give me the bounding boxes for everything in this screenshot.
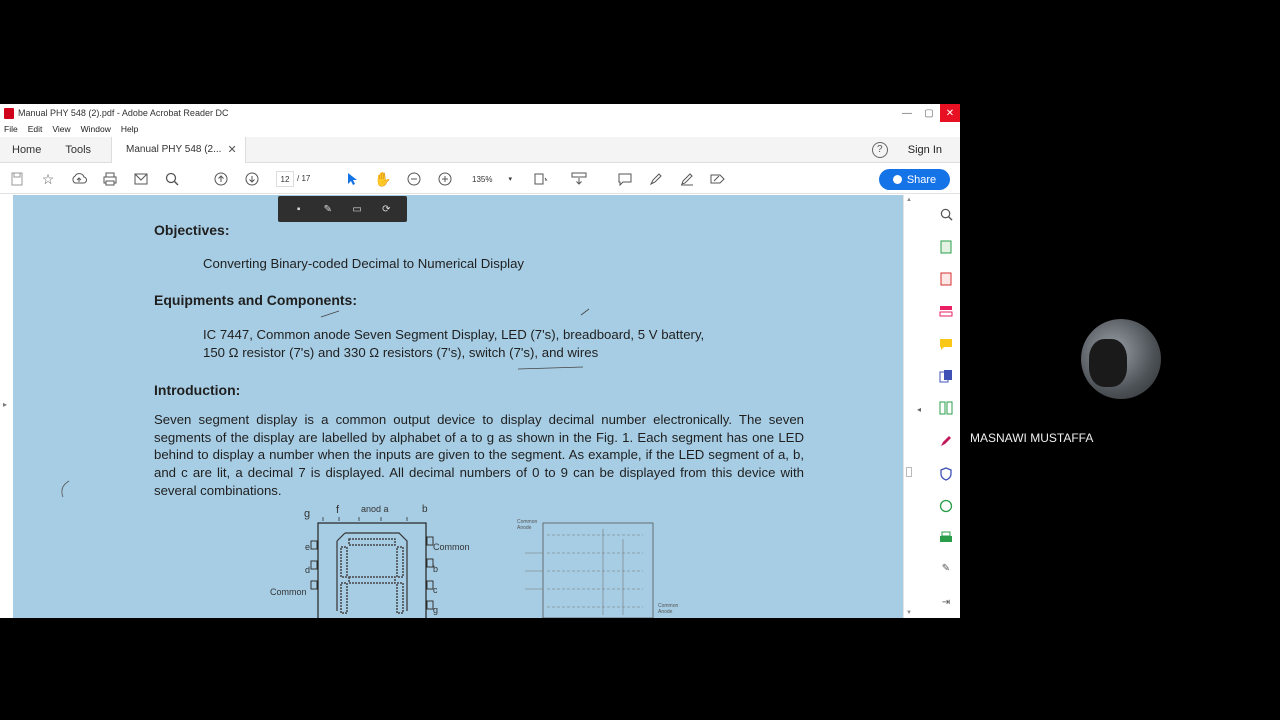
menu-bar xyxy=(0,122,960,136)
internal-schematic-diagram xyxy=(513,515,703,618)
fig-label-g-top: g xyxy=(304,508,311,520)
erase-icon[interactable]: ▭ xyxy=(352,203,362,215)
save-icon[interactable] xyxy=(8,170,26,188)
help-icon[interactable]: ? xyxy=(872,142,888,158)
menu-file[interactable]: File xyxy=(4,124,18,134)
print-icon[interactable] xyxy=(101,170,119,188)
pen-annotations xyxy=(313,305,613,375)
zoom-select[interactable] xyxy=(468,171,516,187)
menu-edit[interactable]: Edit xyxy=(27,124,43,134)
create-pdf-icon[interactable] xyxy=(937,270,955,288)
scroll-mode-icon[interactable] xyxy=(570,170,588,188)
maximize-button[interactable]: ▢ xyxy=(924,107,934,119)
fill-sign-icon[interactable] xyxy=(709,170,727,188)
collapse-tools-icon[interactable]: ⇥ xyxy=(941,596,951,608)
star-icon[interactable]: ☆ xyxy=(41,170,55,187)
fig-label-d: d xyxy=(305,565,311,575)
svg-text:Anode: Anode xyxy=(517,525,532,531)
chevron-down-icon: ▾ xyxy=(508,176,512,183)
left-panel-collapsed xyxy=(0,195,13,618)
equipment-heading: Equipments and Components: xyxy=(154,292,357,308)
page-number-input[interactable]: 12 xyxy=(276,171,294,187)
comment-tool-icon[interactable] xyxy=(937,335,955,353)
optimize-pdf-icon[interactable] xyxy=(937,497,955,515)
title-bar xyxy=(0,104,960,122)
svg-text:Common: Common xyxy=(658,603,679,609)
vertical-scrollbar[interactable] xyxy=(903,195,913,618)
fig-label-b-right: b xyxy=(433,564,439,574)
objectives-text: Converting Binary-coded Decimal to Numerical Display xyxy=(203,256,525,271)
comment-icon[interactable] xyxy=(616,170,634,188)
video-participant-tile xyxy=(960,268,1280,452)
sticky-note-icon[interactable]: ▪ xyxy=(296,203,301,215)
scrollbar-thumb[interactable] xyxy=(906,467,912,477)
select-cursor-icon[interactable] xyxy=(343,170,361,188)
share-label: Share xyxy=(906,173,937,186)
main-toolbar xyxy=(0,164,960,194)
acrobat-window xyxy=(0,104,960,618)
fig-label-g-right: g xyxy=(433,605,439,615)
minimize-button[interactable]: — xyxy=(902,107,912,119)
scroll-down-icon[interactable]: ▼ xyxy=(906,610,912,616)
equipment-line-1: IC 7447, Common anode Seven Segment Display, LED (7's), breadboard, 5 V battery, xyxy=(203,327,705,342)
next-page-icon[interactable] xyxy=(243,170,261,188)
zoom-in-icon[interactable] xyxy=(436,170,454,188)
menu-window[interactable]: Window xyxy=(80,124,111,134)
search-icon[interactable] xyxy=(163,170,181,188)
participant-name: MASNAWI MUSTAFFA xyxy=(970,431,1094,445)
menu-view[interactable]: View xyxy=(52,124,71,134)
menu-help[interactable]: Help xyxy=(120,124,139,134)
email-icon[interactable] xyxy=(132,170,150,188)
pen-scribble xyxy=(55,477,79,507)
protect-icon[interactable] xyxy=(937,465,955,483)
more-tools-chevron-icon[interactable]: ✎ xyxy=(941,562,951,574)
fig-label-common-right: Common xyxy=(433,542,470,552)
fig-label-b-top: b xyxy=(422,504,428,515)
combine-files-icon[interactable] xyxy=(937,367,955,385)
draw-icon[interactable] xyxy=(678,170,696,188)
export-pdf-icon[interactable] xyxy=(937,238,955,256)
person-icon xyxy=(893,175,902,184)
upload-icon[interactable] xyxy=(70,170,88,188)
tab-document-label: Manual PHY 548 (2... xyxy=(126,144,222,155)
previous-page-icon[interactable] xyxy=(212,170,230,188)
fig-label-common-left: Common xyxy=(270,587,307,597)
zoom-out-icon[interactable] xyxy=(405,170,423,188)
fill-sign-tool-icon[interactable] xyxy=(937,432,955,450)
hand-tool-icon[interactable]: ✋ xyxy=(374,170,392,187)
document-area xyxy=(0,195,932,618)
window-title: Manual PHY 548 (2).pdf - Adobe Acrobat Reader DC xyxy=(18,108,229,118)
tab-bar xyxy=(0,137,960,163)
svg-text:Anode: Anode xyxy=(658,609,673,615)
print-production-icon[interactable] xyxy=(937,529,955,547)
tab-document[interactable] xyxy=(111,137,246,163)
objectives-heading: Objectives: xyxy=(154,222,230,238)
fig-label-c: c xyxy=(433,585,438,595)
right-tools-pane xyxy=(932,195,960,618)
fig-label-anod-a: anod a xyxy=(361,504,389,514)
share-button[interactable] xyxy=(879,169,950,190)
zoom-value: 135% xyxy=(472,174,493,184)
pen-icon[interactable]: ✎ xyxy=(323,203,333,215)
organize-pages-icon[interactable] xyxy=(937,399,955,417)
acrobat-app-icon xyxy=(4,108,14,119)
fit-page-icon[interactable] xyxy=(531,170,549,188)
seven-segment-diagram xyxy=(303,513,443,618)
page-total: / 17 xyxy=(297,174,311,183)
expand-left-panel-icon[interactable]: ▸ xyxy=(3,400,8,409)
collapse-right-pane-icon[interactable]: ◂ xyxy=(917,405,922,414)
introduction-heading: Introduction: xyxy=(154,382,241,398)
pdf-page xyxy=(13,195,903,618)
highlight-pen-icon[interactable] xyxy=(647,170,665,188)
svg-text:Common: Common xyxy=(517,519,538,525)
fig-label-f: f xyxy=(336,504,340,516)
scroll-up-icon[interactable]: ▲ xyxy=(906,197,912,203)
close-tab-icon[interactable]: ✕ xyxy=(227,144,237,156)
tab-home[interactable]: Home xyxy=(12,143,42,156)
sign-in-button[interactable]: Sign In xyxy=(907,143,942,156)
participant-avatar xyxy=(1081,319,1161,399)
close-window-button[interactable]: ✕ xyxy=(940,104,960,122)
edit-pdf-icon[interactable] xyxy=(937,302,955,320)
equipment-line-2: 150 Ω resistor (7's) and 330 Ω resistors (7's), switch (7's), and wires xyxy=(203,345,599,360)
tab-tools[interactable]: Tools xyxy=(65,143,92,156)
introduction-paragraph: Seven segment display is a common output device to display decimal number electronically. The seven segments of the display are labelled by alphabet of a to g as shown in the Fig. 1. Each segment has one LED behind to display a number when the inputs are given to the segment. As example, if the LED segment of a, b, and c are lit, a decimal 7 is displayed. All decimal numbers of 0 to 9 can be displayed from this device with several combinations. xyxy=(154,412,804,498)
fig-label-e: e xyxy=(305,542,311,552)
floating-comment-toolbar xyxy=(278,196,407,222)
search-tool-icon[interactable] xyxy=(937,205,955,223)
more-tools-icon[interactable]: ⟳ xyxy=(382,203,391,215)
